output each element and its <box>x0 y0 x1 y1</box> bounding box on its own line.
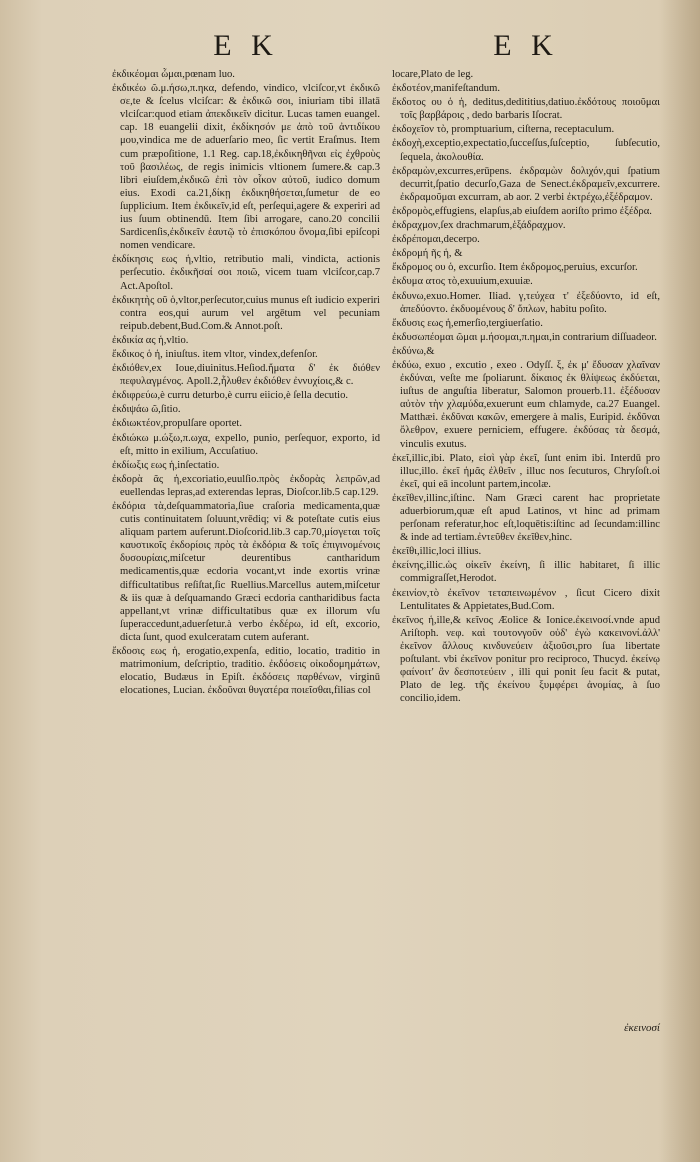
dictionary-entry: locare,Plato de leg. <box>392 69 474 80</box>
dictionary-entry: ἐκδιψάω ῶ,ſitio. <box>112 404 181 416</box>
right-entries <box>392 68 660 705</box>
dictionary-entry: ἐκδοτέον,manifeſtandum. <box>392 83 501 95</box>
dictionary-entry: ἐκεῖθεν,illinc,iſtinc. Nam Græci carent hac proprietate aduerbiorum,quæ eſt apud Latinos, vt hinc ad primam perſonam referatur,hoc eſt,loquētis:iſtinc ad ſecundam:illinc & inde ad tertiam.ἐντεῦθεν ἐκεῖθεν,hinc. <box>392 492 660 544</box>
dictionary-entry: ἐκεινίον,τὸ ἐκεῖνον τεταπεινωμένον , ſicut Cicero dixit Lentulitates & Appietates,Bud.Com. <box>392 587 660 612</box>
dictionary-entry: ἔκδυσις εως ἡ,emerſio,tergiuerſatio. <box>392 317 543 329</box>
dictionary-entry: ἐκδικέω ῶ.μ.ήσω,π.ηκα, defendo, vindico, vlciſcor,vt ἐκδικῶ σε,te & ſcelus vlciſcar: & ἐκδικῶ σοι, iniuriam tibi illatā vlciſcar:quod etiam ἀπεκδικεῖν dicitur. Lucas tamen euangel. cap. 18 euangelii dixit, ἐκδίκησόν με ἀπὸ τοῦ ἀντιδίκου μου,vindica me de aduerſario meo, ſic vertit Eraſmus. Item cum præpoſitione, 1.1 Reg. cap.18,ἐκδικηθῆναι εἰς ἐχθροὺς τοῦ βασιλέως, de regis inimicis vltionem ſumere.& cap.3 libri eiuſdem,ἐκδικῶ ἐπὶ τὸν οἶκον αὐτοῦ, iudico domum eius. Exodi ca.21,δίκῃ ἐκδικηθήσεται,ſumetur de eo ſupplicium. Item ἐκδικεῖν,id eſt, perſequi,agere & experiri ad ius ſuum obtinendū. Item ſibi arrogare, cano.20 concilii Sardicenſis,ἐκδικεῖν ἑαυτῷ τὸ ἐπισκόπου ὄνομα,ſibi epiſcopi nomen vendicare. <box>112 83 380 252</box>
right-column <box>392 28 660 706</box>
page-edge-shadow <box>660 0 700 1162</box>
dictionary-entry: ἐκδυσωπέομαι ῶμαι μ.ήσομαι,π.ημαι,in contrarium diſſuadeor. <box>392 331 657 343</box>
dictionary-entry: ἐκδικητὴς οῦ ὁ,vltor,perſecutor,cuius munus eſt iudicio experiri contra eos,qui aurum vel argētum vel pecuniam reipub.debent,Bud.Com.& Annot.poſt. <box>112 294 380 332</box>
dictionary-entry: ἐκδίκησις εως ἡ,vltio, retributio mali, vindicta, actionis perſecutio. ἐκδικῆσαί σοι ποιῶ, vicem tuam vlciſcor,cap.7 Act.Apoſtol. <box>112 254 380 292</box>
dictionary-entry: ἐκεῖ,illic,ibi. Plato, εἰσὶ γὰρ ἐκεῖ, ſunt enim ibi. Interdū pro illuc,illo. ἐκεῖ ἡμᾶς ἐλθεῖν , illuc nos ſecuturos, Chryſoſt.οἱ ἐκεῖ, qui eā incolunt partem,incolæ. <box>392 452 660 490</box>
dictionary-entry: ἐκδρομή ῆς ἡ, & <box>392 248 463 260</box>
dictionary-entry: ἐκδίωξις εως ἡ,inſectatio. <box>112 459 220 471</box>
left-entries <box>112 68 380 697</box>
dictionary-entry: ἔκδοσις εως ἡ, erogatio,expenſa, editio, locatio, traditio in matrimonium, deſcriptio, traditio. ἐκδόσεις οἰκοδομημάτων, elocatio, Budæus in Epiſt. ἐκδόσεις παρθένων, virginū elocationes, Lucian. ἐκδοῦναι θυγατέρα ποιεῖσθαι,filias col <box>112 646 380 697</box>
dictionary-entry: ἐκδιωκτέον,propulſare oportet. <box>112 418 242 430</box>
dictionary-entry: ἔκδρομος ου ὁ, excurſio. Item ἐκδρομος,peruius, excurſor. <box>392 262 638 274</box>
dictionary-entry: ἐκεῖθι,illic,loci illius. <box>392 546 482 558</box>
dictionary-entry: ἐκδύω, exuo , excutio , exeo . Odyſſ. ξ, ἐκ μ' ἔδυσαν χλαῖναν ἐκδύναι, veſte me ſpoliarunt. δίκαιος ἐκ θλίψεως ἐκδύεται, iuſtus de anguſtia liberatur, Salomon prouerb.11. ἐξέδυσαν αὐτὸν τὴν χλαμύδα,exuerunt eum chlamyde, ca.27 Euangel. Matthæi. ἐκδῦναι κακῶν, emergere à malis, Euripid. ἐκδῦναι ὄλεθρον, exuere perniciem, effugere. ἐκδύσας τὰ δεσμά, vinculis exutus. <box>392 359 660 450</box>
dictionary-entry: ἐκδιφρεύω,è curru deturbo,è curru eiicio,è ſella decutio. <box>112 390 349 402</box>
dictionary-entry: ἐκδοχεῖον τὸ, promptuarium, ciſterna, receptaculum. <box>392 124 615 136</box>
dictionary-entry: ἐκείνης,illic.ὡς οἰκεῖν ἐκείνη, ſi illic habitaret, ſi illic commigraſſet,Herodot. <box>392 560 660 585</box>
dictionary-entry: ἐκδύνω,& <box>392 345 435 357</box>
left-column <box>112 28 380 698</box>
dictionary-entry: ἐκδυνω,exuo.Homer. Iliad. γ,τεύχεα τ' ἐξεδύοντο, id eſt, ἀπεδύοντο. ἐκδυομένους δ' ὅπλων, habitu poſito. <box>392 290 660 315</box>
left-column-heading: E K <box>213 29 279 62</box>
dictionary-entry: ἐκεῖνος ἡ,ille,& κεῖνος Æolice & Ionice.ἐκεινοσί.vnde apud Ariſtoph. νεφ. καὶ τουτονγοῦν οὐδ' ἐγὼ κακεινονί.ἀλλ' ἐκεῖνον ἄλλους κινδυνεύειν ἀξιοῦσι,pro ſua libertate poſtulant. vbi ἐκεῖνον ponitur pro reciproco, Thucyd. ἐκείνῳ φαίνοιτ' ἂν δεσποτεύειν , illi qui ponit ſeu facit & putat, Plato de leg. τῆς ἐκείνου ξυμφέρει ἀνομίας, à ſuo concilio,idem. <box>392 614 660 705</box>
dictionary-entry: ἐκδυμα ατος τὸ,exuuium,exuuiæ. <box>392 276 533 288</box>
dictionary-entry: ἐκδικία ας ἡ,vltio. <box>112 334 189 346</box>
dictionary-entry: ἐκδραχμον,ſex drachmarum,ἑξάδραχμον. <box>392 220 566 232</box>
right-column-heading: E K <box>493 29 559 62</box>
catchword: ἐκεινοσί <box>624 1022 660 1034</box>
dictionary-entry: ἐκδρομὸς,effugiens, elapſus,ab eiuſdem aoriſto primo ἐξέδρα. <box>392 205 652 217</box>
dictionary-entry: ἐκδοχὴ,exceptio,expectatio,ſucceſſus,ſuſceptio, ſubſecutio, ſequela, ἀκολουθία. <box>392 138 660 163</box>
dictionary-entry: ἐκδιώκω μ.ώξω,π.ωχα, expello, punio, perſequor, exporto, id eſt, mitto in exilium, Accuſatiuo. <box>112 432 380 457</box>
dictionary-entry: ἐκδιόθεν,ex Ioue,diuinitus.Heſiod.ἤματα δ' ἐκ διόθεν πεφυλαγμένος. Apoll.2,ἦλυθεν ἐκδιόθεν ἐννυχίοις,& c. <box>112 363 380 388</box>
dictionary-entry: ἔκδικος ὁ ἡ, iniuſtus. item vltor, vindex,defenſor. <box>112 348 318 360</box>
dictionary-entry: ἐκδορὰ ᾶς ἡ,excoriatio,euulſio.πρὸς ἐκδορὰς λεπρῶν,ad euellendas lepras,ad exterendas lepras, Dioſcor.lib.5 cap.129. <box>112 473 380 498</box>
dictionary-entry: ἐκδόρια τὰ,deſquammatoria,ſiue craſoria medicamenta,quæ cutis continuitatem ſoluunt,vrēdiq; vi & poteſtate cutis eius aliquam partem auferunt.Dioſcorid.lib.3 cap.70,μίσγεται τοῖς καυστικοῖς ἐκδορίοις πρὸς τὰ ἐκδόρια & τοῖς ἐπιγινομένοις δυσουρίαις,miſcetur deurentibus cantharidum medicamentis,quæ ecdoria vocant,vt inde exortis vrinæ difficultatibus reſiſtat,ſic Ruellius.Marcellus autem,miſcetur & iis quæ à deſquamando Græci ecdoria cantharidibus facta appellant,vt vrinæ difficultatibus quæ ex illorum vſu ſuperaccedunt,aduerſetur.à verbo ἐκδέρω, id eſt, excorio, dicta ſunt, quod exulceratam cutem auferant. <box>112 501 380 643</box>
dictionary-entry: ἔκδοτος ου ὁ ἡ, deditus,dedititius,datiuo.ἐκδότους ποιοῦμαι τοῖς βαρβάροις , dedo barbaris Iſocrat. <box>392 97 660 122</box>
dictionary-entry: ἐκδικέομαι ὦμαι,pœnam luo. <box>112 69 235 80</box>
dictionary-entry: ἐκδρέπομαι,decerpo. <box>392 234 480 246</box>
dictionary-entry: ἐκδραμὼν,excurres,erūpens. ἐκδραμὼν δολιχόν,qui ſpatium decurrit,ſpatio decurſo,Gaza de Senect.ἐκδραμεῖν,excurrere. ἐκδραμοῦμαι excurram, ab aor. 2 verbi ἐκτρέχω,ἐξέδραμον. <box>392 165 660 203</box>
